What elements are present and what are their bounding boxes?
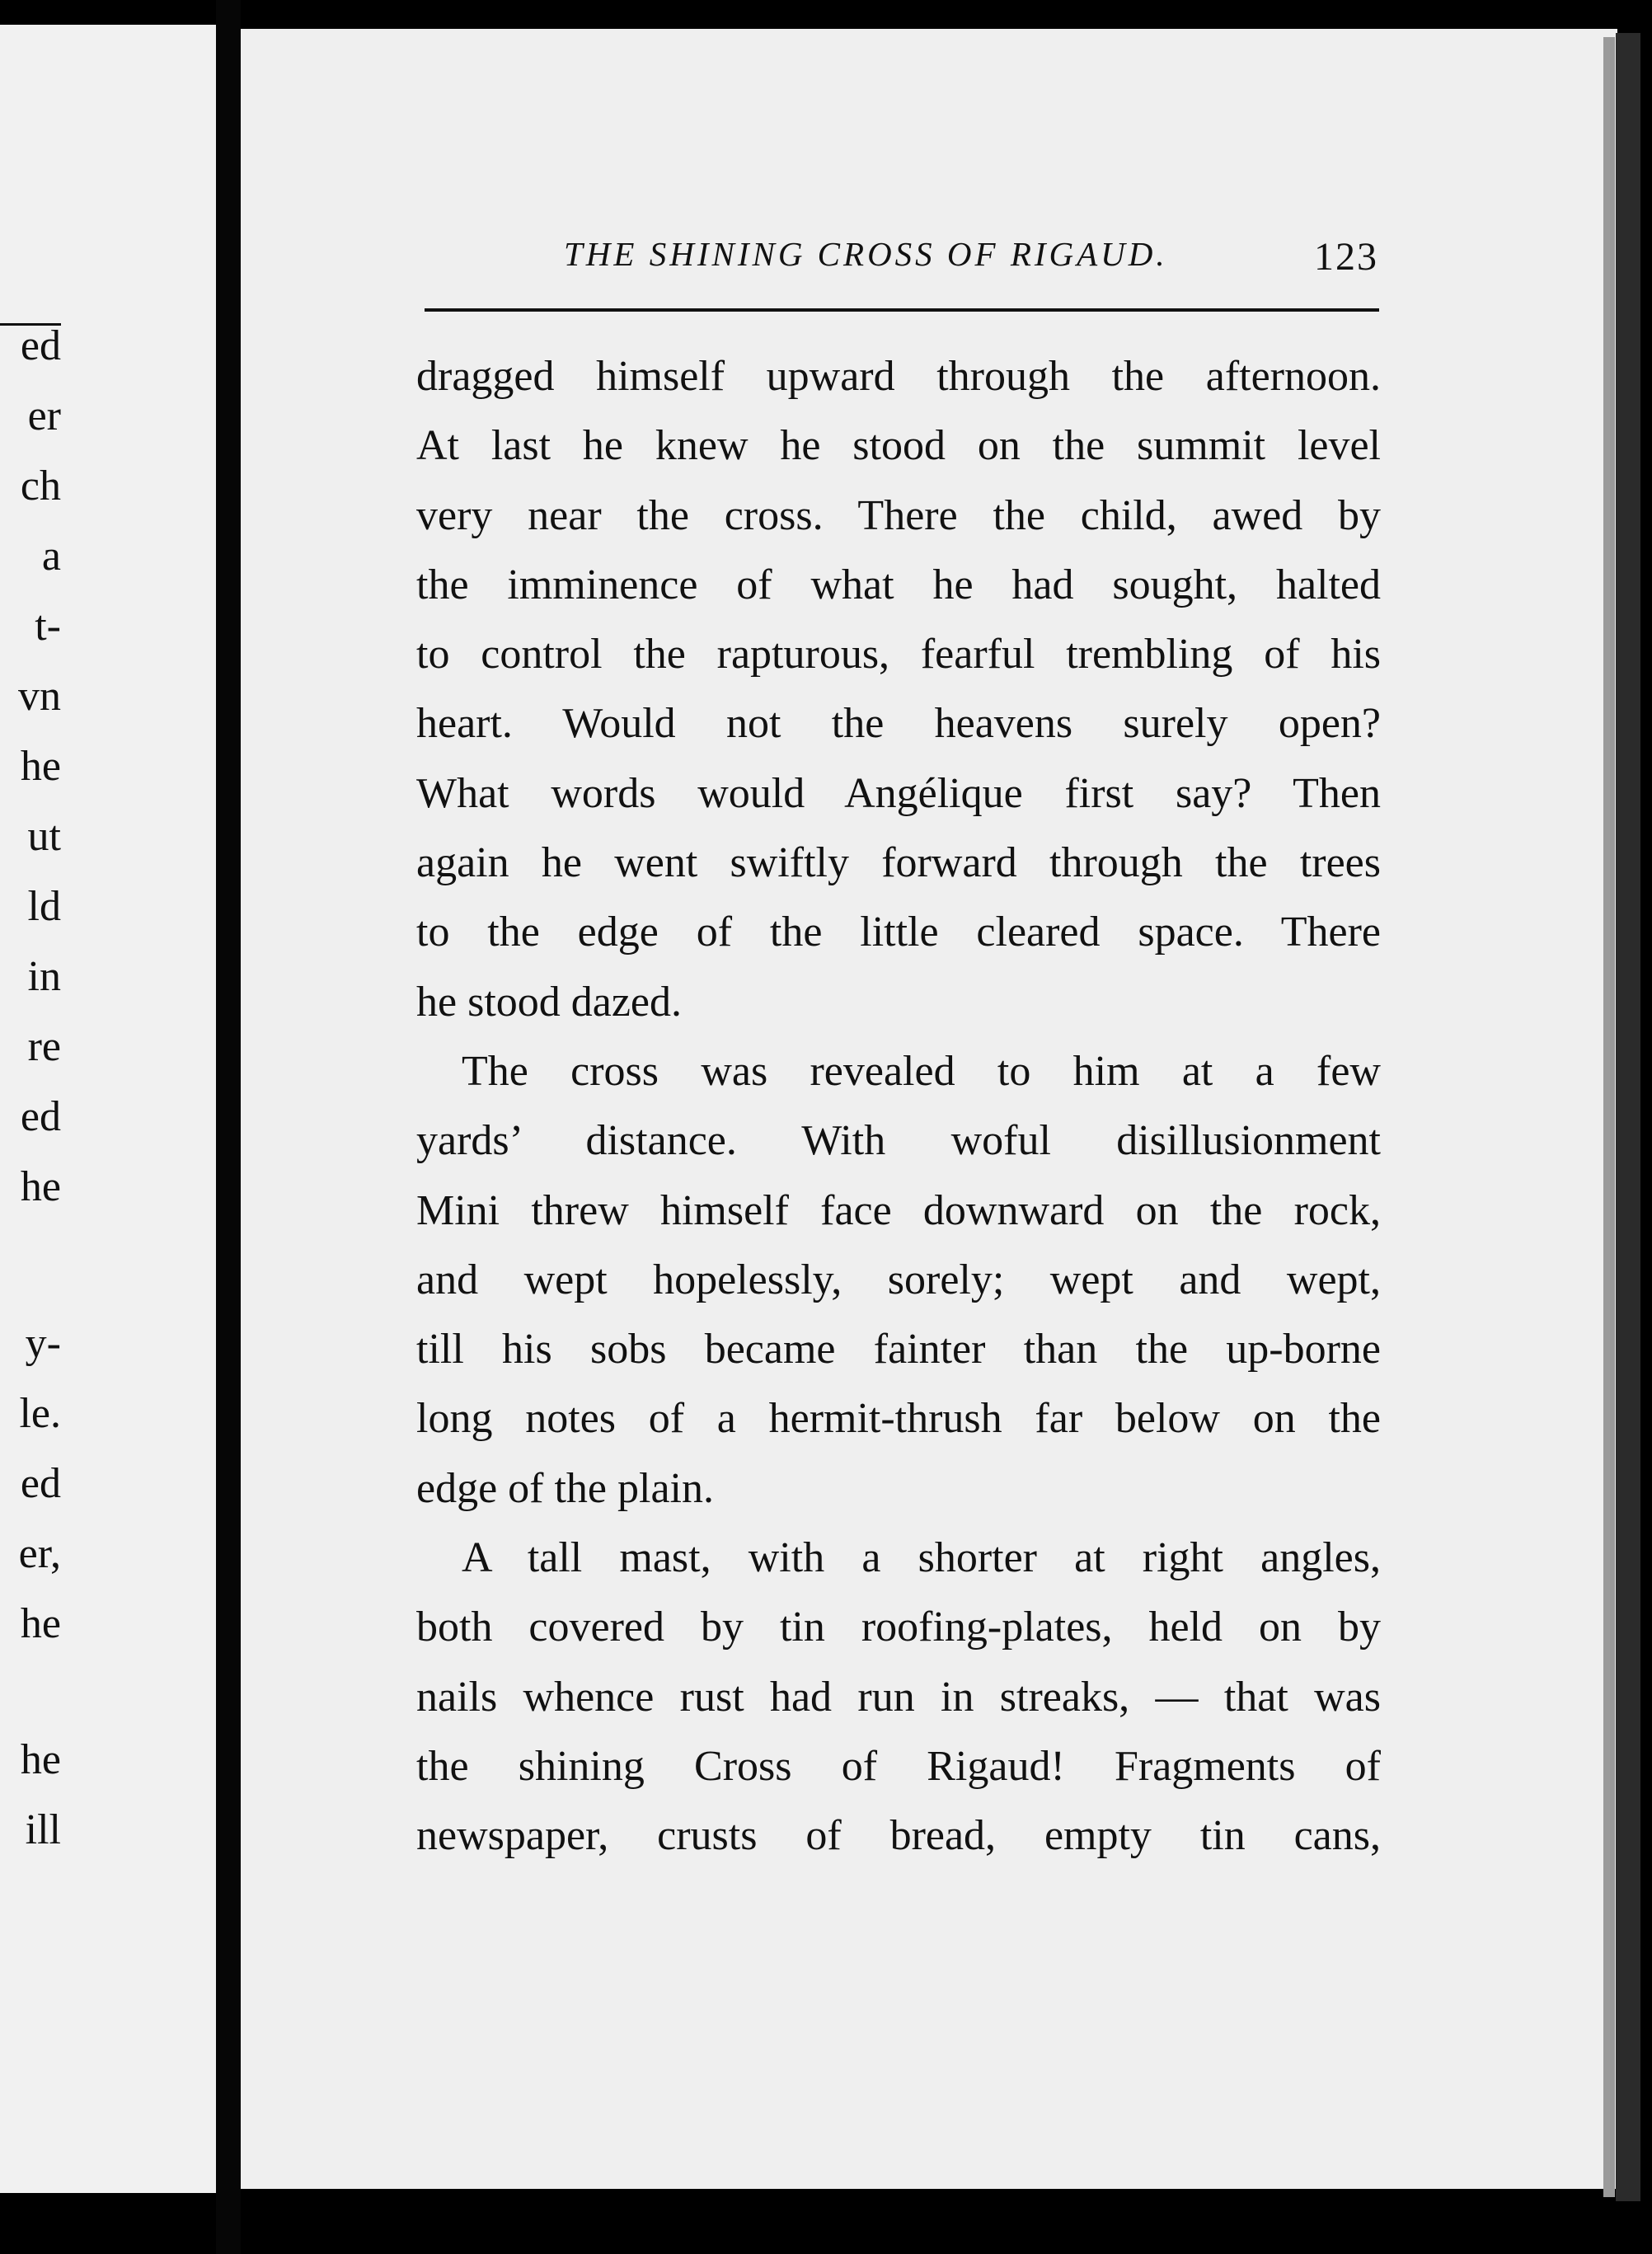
left-fragment: er, — [18, 1530, 61, 1577]
text-line: heart. Would not the heavens surely open? — [416, 700, 1381, 748]
running-head — [323, 229, 1378, 279]
left-fragment: ld — [27, 883, 61, 930]
text-line: he stood dazed. — [416, 978, 683, 1026]
text-line: again he went swiftly forward through the trees — [416, 839, 1381, 887]
page-edge — [1616, 33, 1640, 2201]
left-fragment: a — [41, 533, 61, 580]
left-fragment: le. — [19, 1390, 61, 1437]
text-line: the shining Cross of Rigaud! Fragments of — [416, 1742, 1381, 1790]
text-line: and wept hopelessly, sorely; wept and wept, — [416, 1256, 1381, 1303]
left-fragment: ut — [27, 813, 61, 860]
text-line: to control the rapturous, fearful trembling of his — [416, 631, 1381, 679]
left-fragment: ed — [20, 1093, 61, 1140]
text-line: What words would Angélique first say? Then — [416, 769, 1381, 817]
left-fragment: he — [20, 1736, 61, 1783]
text-line: nails whence rust had run in streaks, — that was — [416, 1673, 1381, 1721]
left-fragment: he — [20, 743, 61, 790]
running-head-title: THE SHINING CROSS OF RIGAUD. — [564, 235, 1168, 273]
paragraph-start-line: The cross was revealed to him at a few — [462, 1047, 1381, 1095]
left-fragment: he — [20, 1600, 61, 1647]
text-line: Mini threw himself face downward on the rock, — [416, 1186, 1381, 1234]
left-fragment: ch — [20, 463, 61, 509]
left-fragment: vn — [18, 673, 61, 720]
left-fragment: he — [20, 1163, 61, 1210]
left-fragment: ed — [20, 322, 61, 369]
book-gutter — [216, 0, 241, 2254]
page-edge-shadow — [1603, 37, 1615, 2197]
left-fragment: re — [27, 1023, 61, 1070]
left-fragment: in — [27, 953, 61, 1000]
text-line: At last he knew he stood on the summit level — [416, 422, 1381, 470]
left-fragment: t- — [35, 603, 61, 650]
left-fragment: er — [27, 392, 61, 439]
body-text — [416, 342, 1381, 1871]
text-line: till his sobs became fainter than the up-borne — [416, 1326, 1381, 1374]
text-line: long notes of a hermit-thrush far below on the — [416, 1395, 1381, 1443]
left-fragment: y- — [25, 1320, 61, 1367]
left-fragment: ed — [20, 1460, 61, 1507]
text-line: yards’ distance. With woful disillusionment — [416, 1117, 1381, 1165]
text-line: very near the cross. There the child, awed by — [416, 491, 1381, 539]
page-number: 123 — [1314, 235, 1378, 279]
text-line: dragged himself upward through the afternoon. — [416, 353, 1381, 400]
left-fragment: ill — [25, 1806, 61, 1853]
text-line: both covered by tin roofing-plates, held on by — [416, 1604, 1381, 1651]
header-rule — [425, 308, 1379, 312]
text-line: newspaper, crusts of bread, empty tin cans, — [416, 1812, 1381, 1860]
paragraph-start-line: A tall mast, with a shorter at right angles, — [462, 1534, 1381, 1582]
text-line: to the edge of the little cleared space. There — [416, 909, 1381, 956]
text-line: the imminence of what he had sought, halted — [416, 561, 1381, 608]
text-line: edge of the plain. — [416, 1464, 714, 1512]
